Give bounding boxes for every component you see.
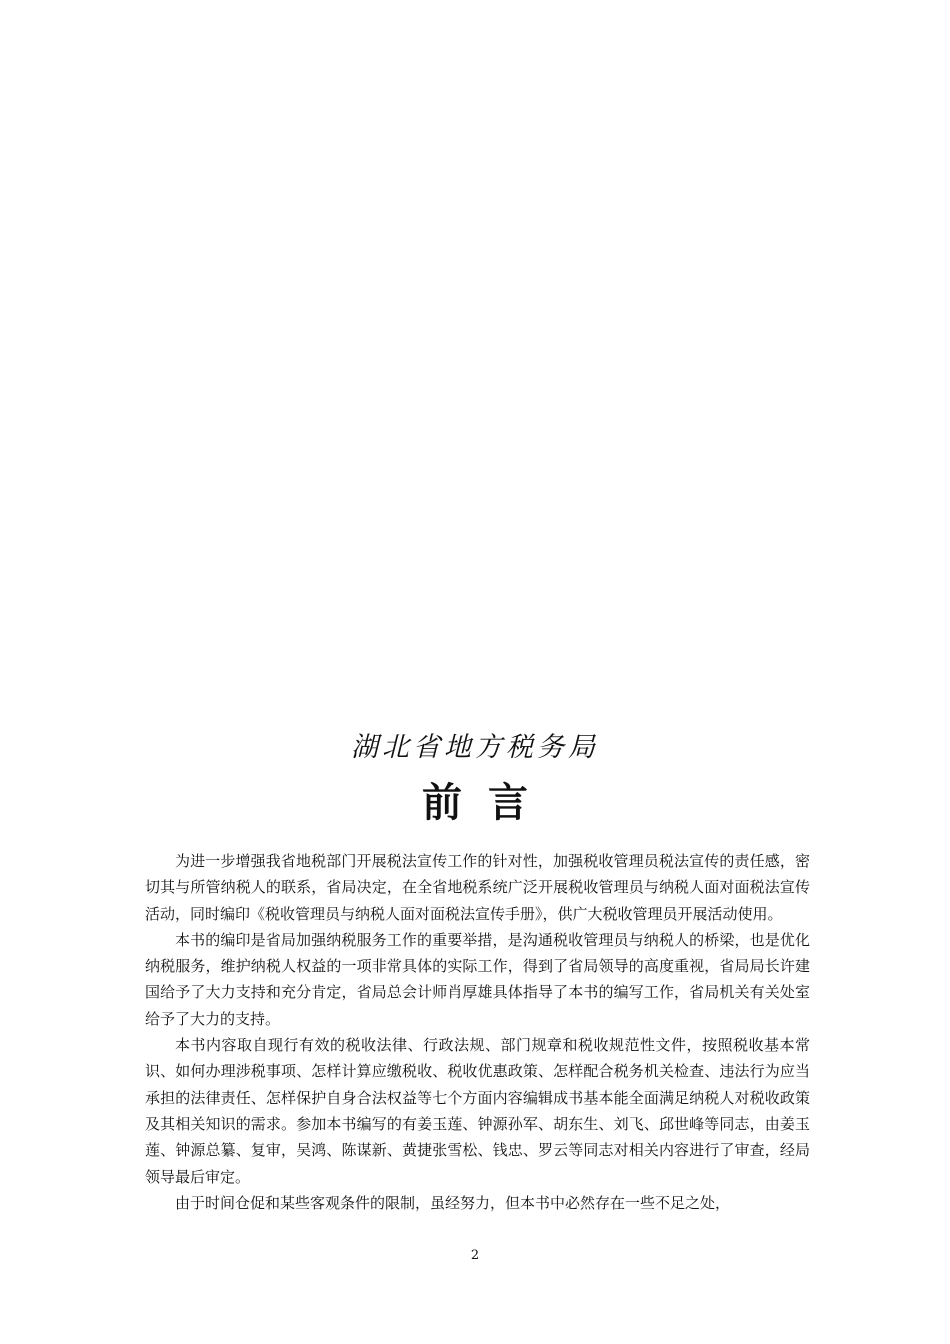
paragraph-2: 本书的编印是省局加强纳税服务工作的重要举措，是沟通税收管理员与纳税人的桥梁，也是优化纳税服务，维护纳税人权益的一项非常具体的实际工作，得到了省局领导的高度重视，省局局长许建国给予了大力支持和充分肯定，省局总会计师肖厚雄具体指导了本书的编写工作，省局机关有关处室给予了大力的支持。 (145, 930, 810, 1028)
preface-body (145, 848, 810, 1216)
preface-heading: 前言 (422, 780, 554, 826)
paragraph-4: 由于时间仓促和某些客观条件的限制，虽经努力，但本书中必然存在一些不足之处， (175, 1193, 731, 1212)
organization-name: 湖北省地方税务局 (351, 732, 599, 763)
page-number: 2 (470, 1248, 480, 1263)
paragraph-3: 本书内容取自现行有效的税收法律、行政法规、部门规章和税收规范性文件，按照税收基本常识、如何办理涉税事项、怎样计算应缴税收、税收优惠政策、怎样配合税务机关检查、违法行为应当承担的法律责任、怎样保护自身合法权益等七个方面内容编辑成书基本能全面满足纳税人对税收政策及其相关知识的需求。参加本书编写的有姜玉莲、钟源孙军、胡东生、刘飞、邱世峰等同志，由姜玉莲、钟源总纂、复审，吴鸿、陈谋新、黄捷张雪松、钱忠、罗云等同志对相关内容进行了审查，经局领导最后审定。 (145, 1036, 810, 1186)
paragraph-1: 为进一步增强我省地税部门开展税法宣传工作的针对性，加强税收管理员税法宣传的责任感，密切其与所管纳税人的联系，省局决定，在全省地税系统广泛开展税收管理员与纳税人面对面税法宣传活动，同时编印《税收管理员与纳税人面对面税法宣传手册》，供广大税收管理员开展活动使用。 (145, 852, 810, 923)
